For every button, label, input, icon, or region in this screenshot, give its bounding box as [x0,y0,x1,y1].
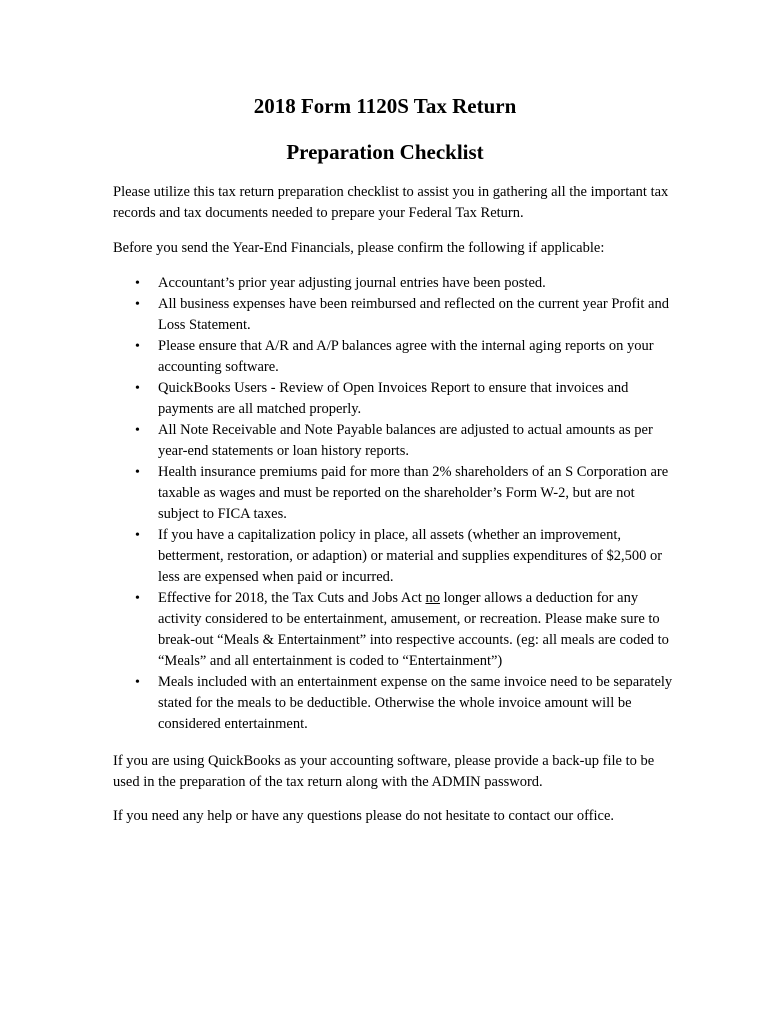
checklist-item [113,525,673,588]
bullet-icon: • [135,276,140,291]
bullet-icon: • [135,297,140,312]
document-subtitle: Preparation Checklist [286,140,484,164]
help-paragraph: If you need any help or have any questions please do not hesitate to contact our office. [113,808,615,824]
bullet-icon: • [135,381,140,396]
checklist-item [113,378,673,420]
quickbooks-paragraph: If you are using QuickBooks as your accounting software, please provide a back-up file to be used in the preparation of the tax return along with the ADMIN password. [113,753,655,790]
meals-text-after: longer allows a deduction for any activity considered to be entertainment, amusement, or recreation. Please make sure to break-out “Meals & Entertainment” into respective accounts. (eg: all meals are coded to “Meals” and all entertainment is coded to “Entertainment”) [158,590,669,669]
checklist-item-text: Please ensure that A/R and A/P balances agree with the internal aging reports on your accounting software. [158,338,654,375]
bullet-icon: • [135,423,140,438]
confirm-paragraph: Before you send the Year-End Financials, please confirm the following if applicable: [113,240,605,256]
document-title: 2018 Form 1120S Tax Return [253,94,517,118]
checklist-item-text: Accountant’s prior year adjusting journal entries have been posted. [158,275,546,291]
checklist [113,273,673,735]
checklist-item-text: QuickBooks Users - Review of Open Invoices Report to ensure that invoices and payments are all matched properly. [158,380,629,417]
checklist-item-text: Meals included with an entertainment expense on the same invoice need to be separately stated for the meals to be deductible. Otherwise the whole invoice amount will be considered entertainment. [158,674,673,732]
checklist-item [113,273,673,294]
bullet-icon: • [135,339,140,354]
intro-paragraph: Please utilize this tax return preparation checklist to assist you in gathering all the important tax records and tax documents needed to prepare your Federal Tax Return. [113,184,669,221]
checklist-item-text: All Note Receivable and Note Payable balances are adjusted to actual amounts as per year-end statements or loan history reports. [158,422,653,459]
checklist-item [113,420,673,462]
checklist-item-text [158,590,669,669]
checklist-item [113,294,673,336]
checklist-item [113,336,673,378]
checklist-item-text: If you have a capitalization policy in place, all assets (whether an improvement, betterment, restoration, or adaption) or material and supplies expenditures of $2,500 or less are expensed when paid or incurred. [158,527,663,585]
checklist-item-text: Health insurance premiums paid for more than 2% shareholders of an S Corporation are taxable as wages and must be reported on the shareholder’s Form W-2, but are not subject to FICA taxes. [158,464,669,522]
meals-text-underlined: no [425,590,440,606]
checklist-item-meals [113,588,673,672]
checklist-item [113,462,673,525]
bullet-icon: • [135,675,140,690]
bullet-icon: • [135,465,140,480]
checklist-item-text: All business expenses have been reimbursed and reflected on the current year Profit and Loss Statement. [158,296,669,333]
bullet-icon: • [135,528,140,543]
bullet-icon: • [135,591,140,606]
checklist-item [113,672,673,735]
meals-text-before: Effective for 2018, the Tax Cuts and Jobs Act [158,590,426,606]
